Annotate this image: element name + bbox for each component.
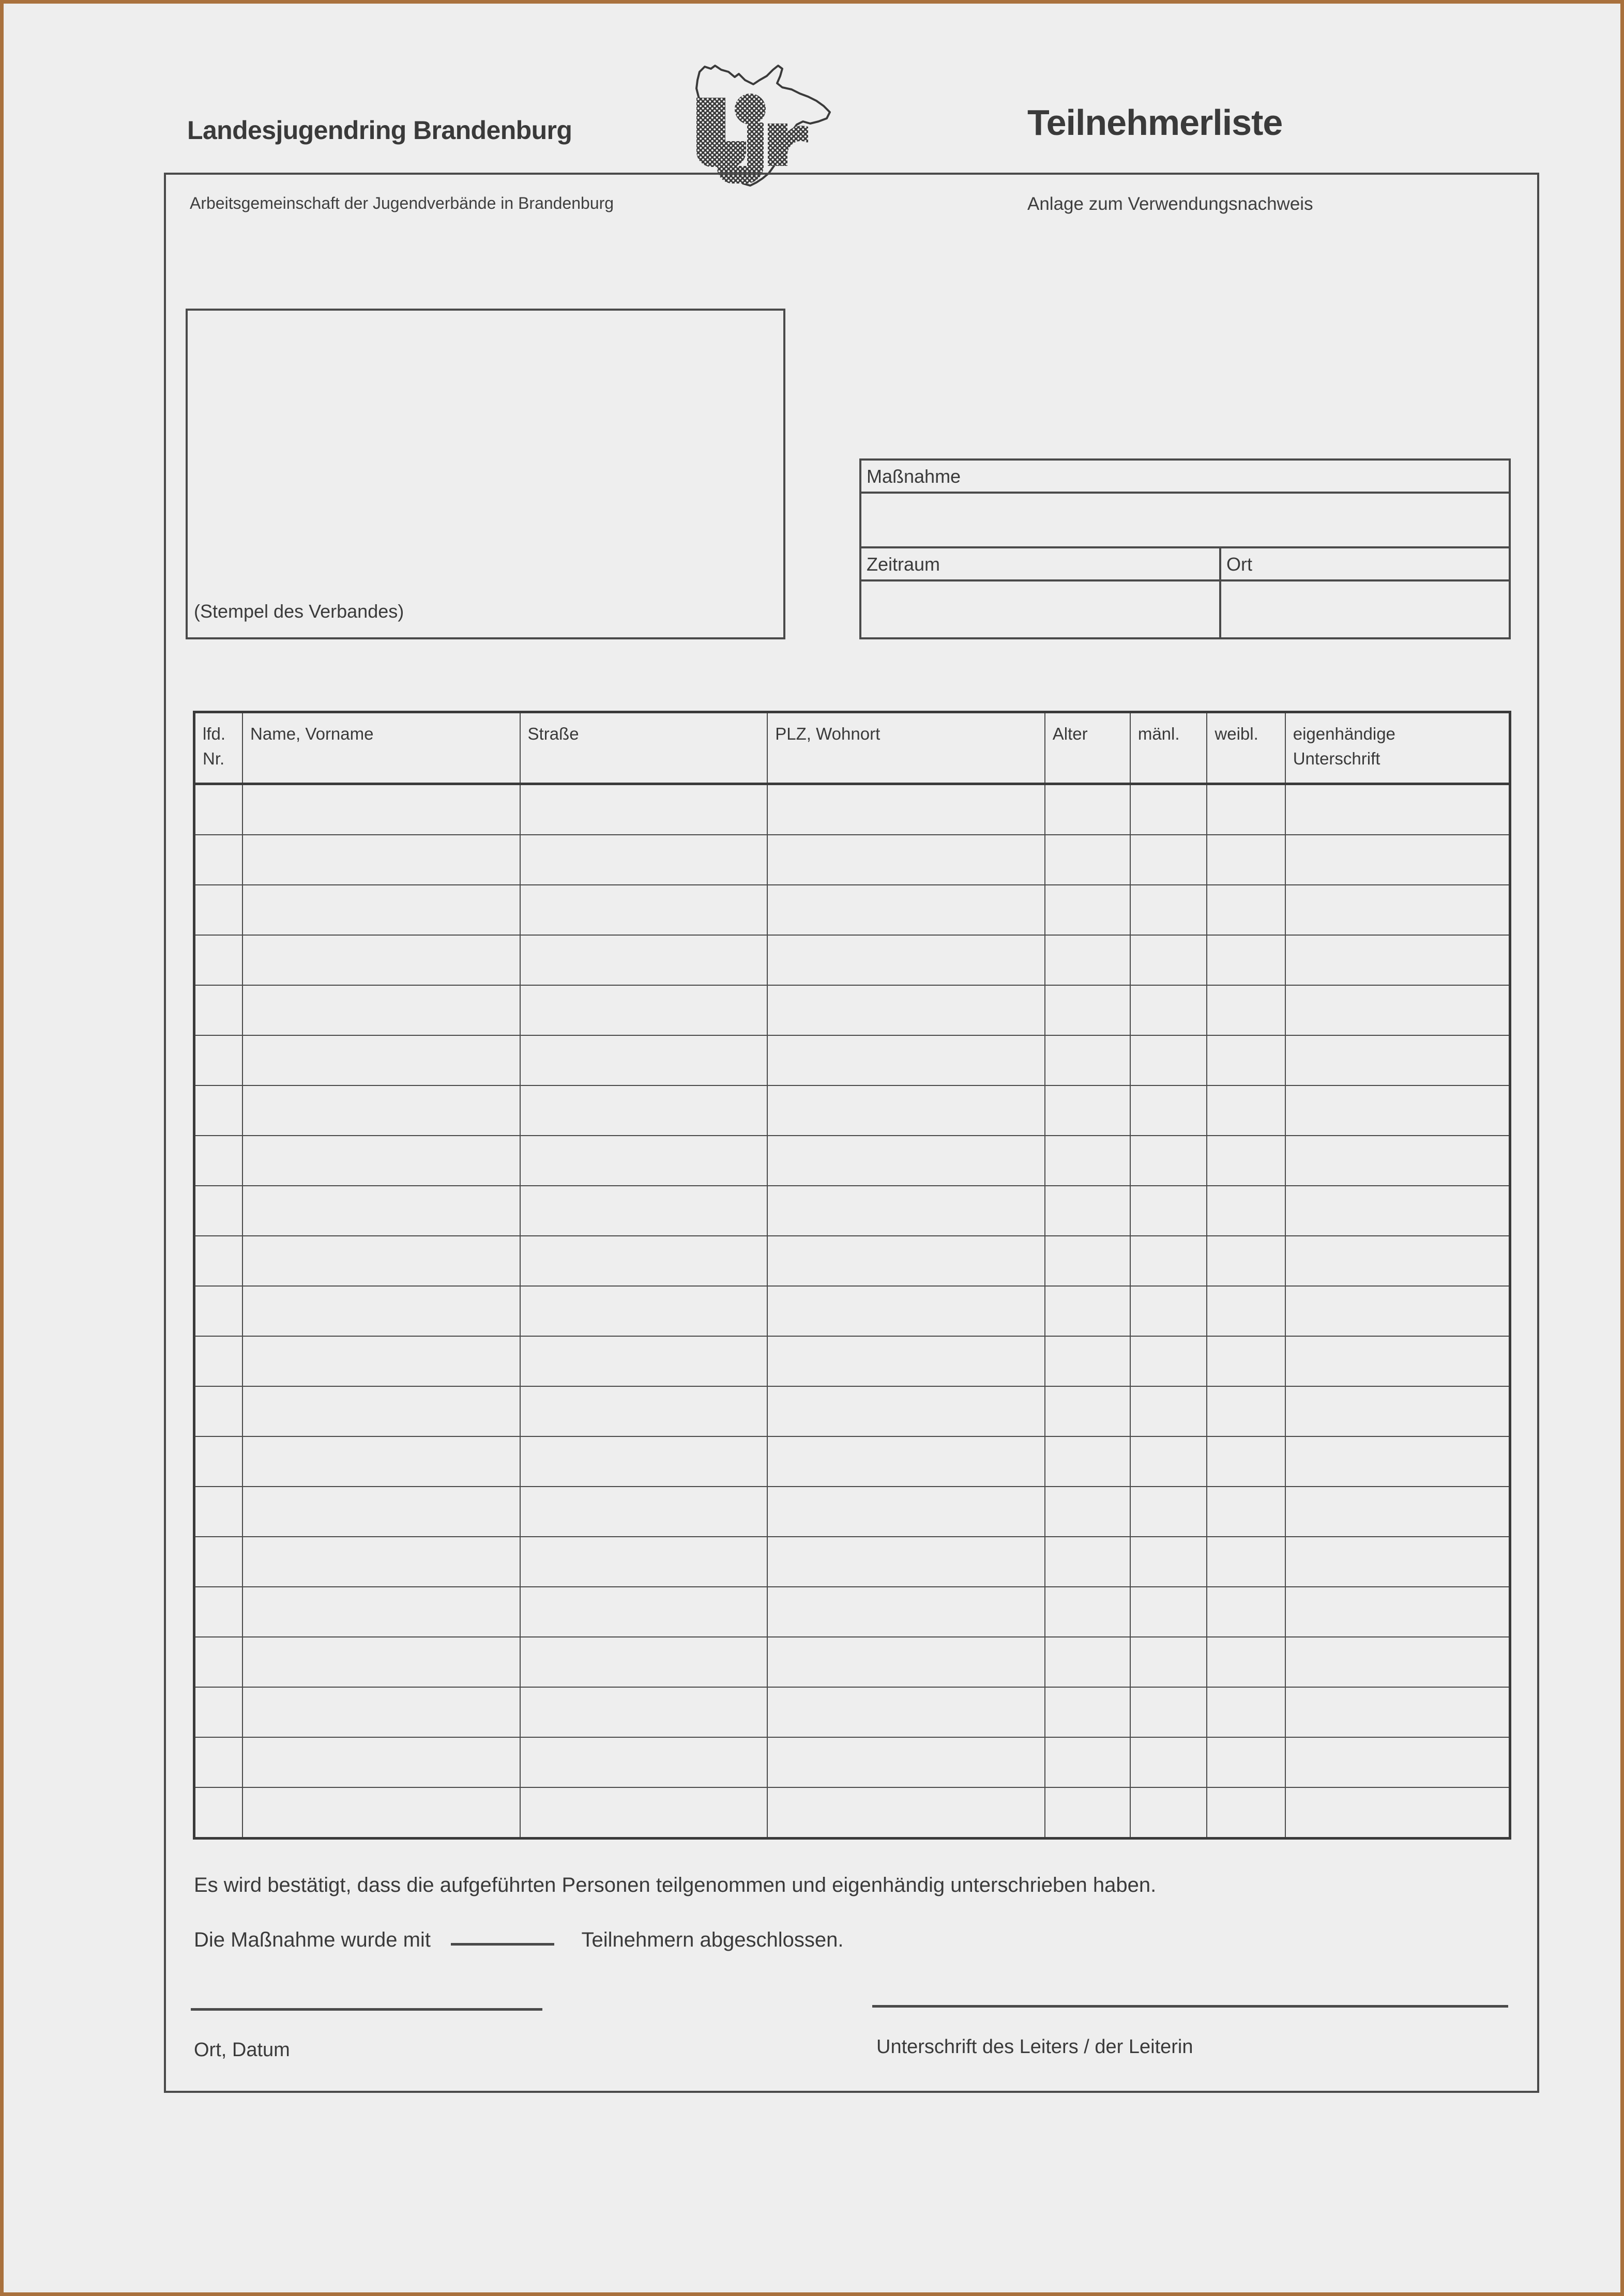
column-header-zip-city [767,712,1045,784]
table-cell[interactable] [1207,935,1285,985]
table-cell[interactable] [1207,1136,1285,1186]
table-cell[interactable] [1130,1286,1207,1336]
table-cell[interactable] [1285,1637,1510,1687]
table-cell[interactable] [194,784,243,835]
table-cell[interactable] [1130,1136,1207,1186]
completion-statement [194,1925,843,1952]
table-cell[interactable] [194,985,243,1035]
table-row [194,1587,1510,1637]
table-cell[interactable] [1130,1236,1207,1286]
table-cell[interactable] [767,935,1045,985]
table-cell[interactable] [1045,1386,1130,1436]
table-cell[interactable] [242,1085,520,1136]
completion-suffix: Teilnehmern abgeschlossen. [581,1928,844,1951]
table-cell[interactable] [1207,1687,1285,1737]
table-cell[interactable] [1130,935,1207,985]
column-header-line1: PLZ, Wohnort [775,724,881,743]
table-cell[interactable] [767,1386,1045,1436]
participants-table-container [193,711,1511,1835]
table-cell[interactable] [1045,784,1130,835]
place-label: Ort [1226,554,1252,575]
table-cell[interactable] [1207,1737,1285,1787]
column-header-line1: weibl. [1215,724,1258,743]
table-cell[interactable] [1130,1537,1207,1587]
table-cell[interactable] [767,1085,1045,1136]
table-cell[interactable] [767,1236,1045,1286]
table-cell[interactable] [1045,1136,1130,1186]
table-cell[interactable] [194,885,243,935]
table-cell[interactable] [1285,1085,1510,1136]
table-cell[interactable] [767,1436,1045,1487]
table-cell[interactable] [242,1186,520,1236]
table-cell[interactable] [1285,1136,1510,1186]
table-cell[interactable] [767,885,1045,935]
table-cell[interactable] [242,1787,520,1839]
table-cell[interactable] [1130,885,1207,935]
table-cell[interactable] [1207,784,1285,835]
table-cell[interactable] [1285,1537,1510,1587]
table-cell[interactable] [194,1737,243,1787]
measure-value-field[interactable] [859,492,1511,548]
table-cell[interactable] [1285,885,1510,935]
table-cell[interactable] [1130,1035,1207,1085]
table-cell[interactable] [1130,1186,1207,1236]
table-cell[interactable] [1207,1637,1285,1687]
organization-name: Landesjugendring Brandenburg [187,116,572,145]
table-cell[interactable] [1045,1587,1130,1637]
period-value-field[interactable] [859,579,1221,639]
table-cell[interactable] [1207,1186,1285,1236]
table-cell[interactable] [1130,1336,1207,1386]
table-cell[interactable] [520,1186,768,1236]
table-cell[interactable] [1045,1436,1130,1487]
table-cell[interactable] [242,1035,520,1085]
table-cell[interactable] [242,1136,520,1186]
table-cell[interactable] [767,1637,1045,1687]
place-date-signature-line[interactable] [191,2008,542,2011]
table-cell[interactable] [1285,1236,1510,1286]
table-cell[interactable] [767,835,1045,885]
measure-details-block [859,458,1511,639]
table-cell[interactable] [242,985,520,1035]
table-cell[interactable] [520,935,768,985]
table-cell[interactable] [194,1587,243,1637]
table-cell[interactable] [1285,1687,1510,1737]
table-cell[interactable] [1045,1286,1130,1336]
table-cell[interactable] [1045,1085,1130,1136]
table-cell[interactable] [1207,1286,1285,1336]
table-cell[interactable] [1285,985,1510,1035]
table-cell[interactable] [1045,1487,1130,1537]
column-header-street [520,712,768,784]
table-cell[interactable] [1207,985,1285,1035]
table-cell[interactable] [242,784,520,835]
table-cell[interactable] [1045,1236,1130,1286]
table-cell[interactable] [1045,885,1130,935]
table-cell[interactable] [1130,985,1207,1035]
table-cell[interactable] [520,1136,768,1186]
table-cell[interactable] [242,1687,520,1737]
table-cell[interactable] [1045,1737,1130,1787]
table-cell[interactable] [194,1386,243,1436]
table-cell[interactable] [767,1787,1045,1839]
table-cell[interactable] [1045,1537,1130,1587]
table-cell[interactable] [520,1386,768,1436]
table-cell[interactable] [1285,935,1510,985]
confirmation-statement: Es wird bestätigt, dass die aufgeführten Personen teilgenommen und eigenhändig unterschrieben haben. [194,1874,1157,1896]
table-cell[interactable] [520,885,768,935]
table-row [194,885,1510,935]
table-cell[interactable] [242,1537,520,1587]
table-cell[interactable] [767,1537,1045,1587]
table-row [194,1085,1510,1136]
table-row [194,1186,1510,1236]
table-cell[interactable] [194,1687,243,1737]
table-cell[interactable] [242,1386,520,1436]
table-cell[interactable] [194,1487,243,1537]
column-header-line2: Unterschrift [1293,748,1380,768]
table-cell[interactable] [194,835,243,885]
table-row [194,1286,1510,1336]
table-cell[interactable] [520,784,768,835]
table-cell[interactable] [1285,1587,1510,1637]
table-cell[interactable] [242,1336,520,1386]
column-header-age [1045,712,1130,784]
leader-signature-line[interactable] [872,2005,1508,2008]
table-cell[interactable] [520,1436,768,1487]
table-cell[interactable] [520,1787,768,1839]
table-row [194,835,1510,885]
table-cell[interactable] [1130,1787,1207,1839]
table-cell[interactable] [520,1637,768,1687]
column-header-line1: Straße [527,724,579,743]
table-cell[interactable] [1045,935,1130,985]
table-cell[interactable] [520,1236,768,1286]
table-cell[interactable] [767,1136,1045,1186]
table-cell[interactable] [1285,1386,1510,1436]
table-row [194,1687,1510,1737]
column-header-name [242,712,520,784]
column-header-male [1130,712,1207,784]
table-cell[interactable] [1207,1587,1285,1637]
table-cell[interactable] [1207,1236,1285,1286]
table-cell[interactable] [1045,985,1130,1035]
table-cell[interactable] [242,885,520,935]
table-cell[interactable] [1285,835,1510,885]
measure-label: Maßnahme [867,466,961,487]
table-row [194,1236,1510,1286]
table-cell[interactable] [1045,1336,1130,1386]
table-cell[interactable] [1130,1637,1207,1687]
table-cell[interactable] [1045,1035,1130,1085]
participant-count-field[interactable] [451,1925,554,1946]
table-cell[interactable] [520,1687,768,1737]
table-cell[interactable] [242,1637,520,1687]
table-cell[interactable] [1130,1487,1207,1537]
table-cell[interactable] [1130,1085,1207,1136]
table-cell[interactable] [1207,1487,1285,1537]
table-cell[interactable] [1207,1537,1285,1587]
table-cell[interactable] [1045,1787,1130,1839]
table-row [194,1487,1510,1537]
table-row [194,1436,1510,1487]
table-cell[interactable] [520,985,768,1035]
participants-table-body [194,784,1510,1839]
table-cell[interactable] [1207,1386,1285,1436]
document-subtitle: Anlage zum Verwendungsnachweis [1027,194,1313,214]
table-cell[interactable] [242,935,520,985]
table-cell[interactable] [520,835,768,885]
completion-prefix: Die Maßnahme wurde mit [194,1928,431,1951]
table-cell[interactable] [194,1085,243,1136]
table-cell[interactable] [1207,1436,1285,1487]
table-cell[interactable] [767,985,1045,1035]
page-title: Teilnehmerliste [1027,102,1283,143]
table-cell[interactable] [767,1286,1045,1336]
table-cell[interactable] [1207,835,1285,885]
table-cell[interactable] [1285,1286,1510,1336]
table-cell[interactable] [194,1186,243,1236]
table-cell[interactable] [767,1587,1045,1637]
table-cell[interactable] [242,835,520,885]
stamp-caption: (Stempel des Verbandes) [194,601,404,622]
table-cell[interactable] [1130,1737,1207,1787]
table-cell[interactable] [1285,784,1510,835]
table-cell[interactable] [194,1436,243,1487]
table-cell[interactable] [1285,1186,1510,1236]
association-stamp-field[interactable] [186,309,785,639]
table-cell[interactable] [1207,1035,1285,1085]
table-cell[interactable] [242,1487,520,1537]
table-cell[interactable] [520,1336,768,1386]
table-row [194,1336,1510,1386]
table-cell[interactable] [767,1487,1045,1537]
table-row [194,1386,1510,1436]
table-cell[interactable] [1285,1336,1510,1386]
table-cell[interactable] [1285,1035,1510,1085]
table-cell[interactable] [520,1537,768,1587]
table-cell[interactable] [520,1487,768,1537]
column-header-line1: eigenhändige [1293,724,1395,743]
table-cell[interactable] [1130,1386,1207,1436]
table-cell[interactable] [1285,1737,1510,1787]
place-value-field[interactable] [1219,579,1511,639]
table-cell[interactable] [194,1336,243,1386]
table-cell[interactable] [1207,1085,1285,1136]
column-header-female [1207,712,1285,784]
table-cell[interactable] [767,1737,1045,1787]
table-cell[interactable] [242,1436,520,1487]
table-cell[interactable] [194,1236,243,1286]
table-cell[interactable] [1285,1787,1510,1839]
table-row [194,935,1510,985]
table-cell[interactable] [1207,885,1285,935]
column-header-line1: lfd. [203,724,226,743]
table-cell[interactable] [1130,835,1207,885]
column-header-line1: mänl. [1137,724,1180,743]
column-header-lfd-nr [194,712,243,784]
table-cell[interactable] [194,1136,243,1186]
table-row [194,1035,1510,1085]
table-cell[interactable] [1130,1436,1207,1487]
table-cell[interactable] [242,1236,520,1286]
period-label: Zeitraum [867,554,940,575]
table-header-row [194,712,1510,784]
table-row [194,1637,1510,1687]
table-cell[interactable] [520,1085,768,1136]
table-cell[interactable] [1045,1637,1130,1687]
table-cell[interactable] [242,1737,520,1787]
leader-signature-caption: Unterschrift des Leiters / der Leiterin [876,2036,1193,2058]
table-cell[interactable] [1130,784,1207,835]
organization-subtitle: Arbeitsgemeinschaft der Jugendverbände in Brandenburg [190,194,614,212]
table-cell[interactable] [767,1035,1045,1085]
table-cell[interactable] [194,1035,243,1085]
table-cell[interactable] [194,1286,243,1336]
column-header-line1: Alter [1052,724,1088,743]
table-cell[interactable] [1285,1487,1510,1537]
table-cell[interactable] [520,1587,768,1637]
table-cell[interactable] [1130,1587,1207,1637]
table-cell[interactable] [1045,1186,1130,1236]
table-cell[interactable] [194,1637,243,1687]
column-header-signature [1285,712,1510,784]
table-cell[interactable] [520,1737,768,1787]
table-cell[interactable] [1130,1687,1207,1737]
table-cell[interactable] [520,1286,768,1336]
table-row [194,1737,1510,1787]
table-cell[interactable] [242,1286,520,1336]
table-cell[interactable] [520,1035,768,1085]
ljr-brandenburg-map-logo-icon [681,40,846,195]
table-cell[interactable] [767,784,1045,835]
table-cell[interactable] [194,1787,243,1839]
table-cell[interactable] [1285,1436,1510,1487]
table-cell[interactable] [767,1186,1045,1236]
column-header-line2: Nr. [203,748,225,768]
table-row [194,985,1510,1035]
table-cell[interactable] [194,935,243,985]
place-label-cell [1219,546,1511,581]
table-row [194,1136,1510,1186]
table-cell[interactable] [242,1587,520,1637]
place-date-caption: Ort, Datum [194,2039,290,2061]
table-cell[interactable] [194,1537,243,1587]
table-cell[interactable] [767,1336,1045,1386]
column-header-line1: Name, Vorname [250,724,374,743]
table-row [194,1787,1510,1839]
table-row [194,784,1510,835]
table-cell[interactable] [1045,1687,1130,1737]
participants-table [193,711,1511,1840]
table-cell[interactable] [1207,1336,1285,1386]
table-cell[interactable] [1207,1787,1285,1839]
table-cell[interactable] [1045,835,1130,885]
table-row [194,1537,1510,1587]
table-cell[interactable] [767,1687,1045,1737]
